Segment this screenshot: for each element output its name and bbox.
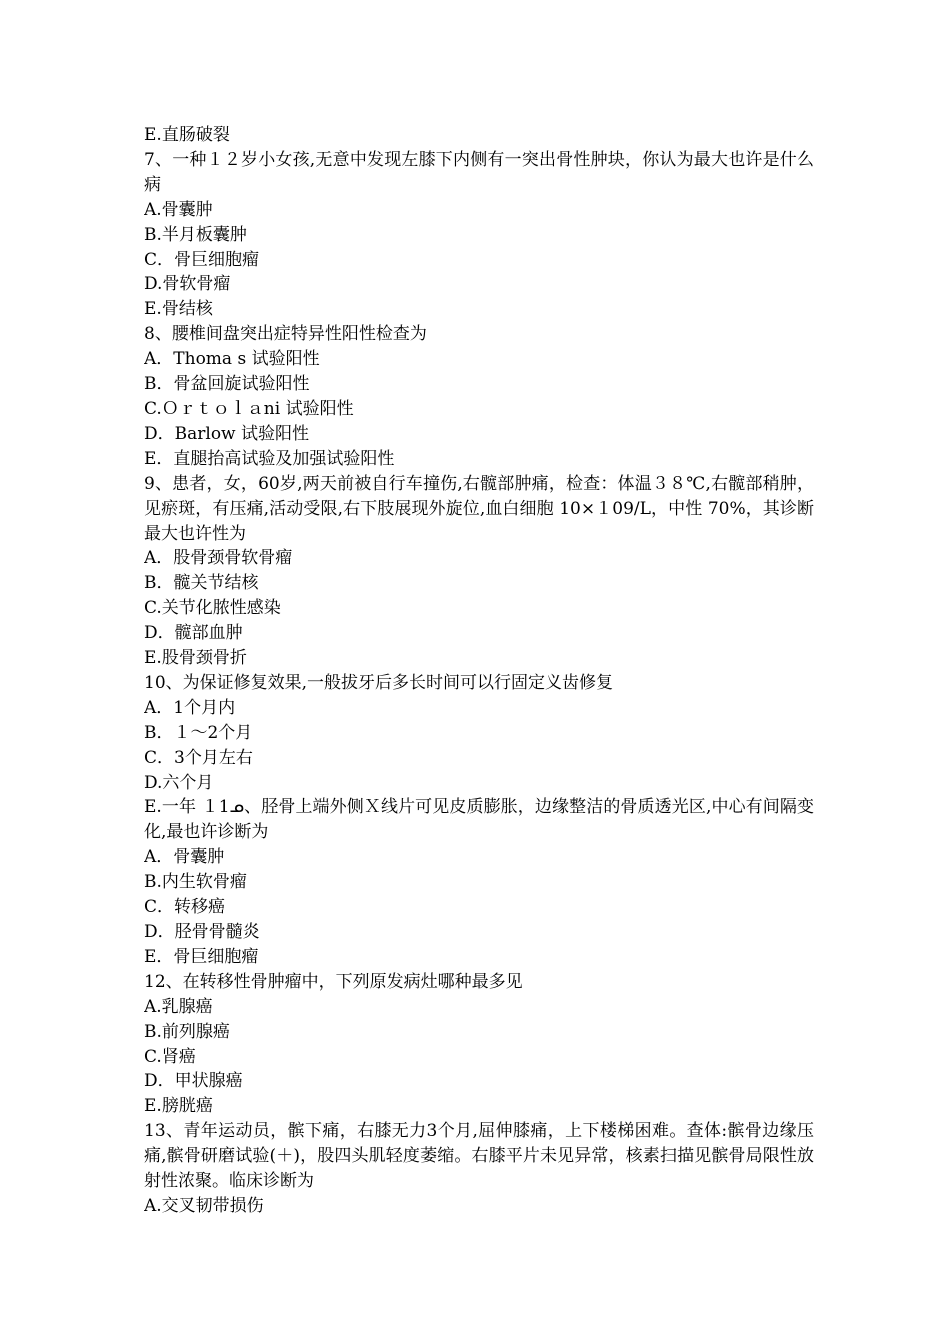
option-text: B.前列腺癌	[144, 1021, 230, 1042]
option-text: B.内生软骨瘤	[144, 872, 247, 893]
option-text: B．骨盆回旋试验阳性	[144, 374, 310, 395]
option-text: B.半月板囊肿	[144, 224, 247, 245]
option-text: C．3个月左右	[144, 747, 253, 768]
question-8: 8、腰椎间盘突出症特异性阳性检查为	[144, 324, 427, 345]
question-11: E.一年 １1ᓄ、胫骨上端外侧Ｘ线片可见皮质膨胀，边缘整洁的骨质透光区,中心有间隔变化,最也许诊断为	[144, 797, 814, 843]
option-text: B．１～2个月	[144, 722, 253, 743]
document-body	[144, 123, 814, 1219]
option-text: D．甲状腺癌	[144, 1071, 243, 1092]
option-text: D.骨软骨瘤	[144, 274, 231, 295]
question-13: 13、青年运动员，髌下痛，右膝无力3个月,屈伸膝痛，上下楼梯困难。查体:髌骨边缘压痛,髌骨研磨试验(＋)，股四头肌轻度萎缩。右膝平片未见异常，核素扫描见髌骨局限性放射性浓聚。临床诊断为	[144, 1121, 814, 1192]
question-10: 10、为保证修复效果,一般拔牙后多长时间可以行固定义齿修复	[144, 672, 614, 693]
question-9: 9、患者，女，60岁,两天前被自行车撞伤,右髋部肿痛，检查：体温３８℃,右髋部稍肿，见瘀斑，有压痛,活动受限,右下肢展现外旋位,血白细胞 10×１09/L，中性 70%，其诊断最大也许性为	[144, 473, 814, 544]
option-text: A．1个月内	[144, 697, 236, 718]
option-text: E.骨结核	[144, 299, 213, 320]
option-text: A.骨囊肿	[144, 199, 213, 220]
option-text: E.股骨颈骨折	[144, 648, 247, 669]
option-text: A.乳腺癌	[144, 996, 213, 1017]
option-text: E．骨巨细胞瘤	[144, 946, 259, 967]
option-text: C.肾癌	[144, 1046, 196, 1067]
option-text: D．胫骨骨髓炎	[144, 922, 260, 942]
option-text: D．Barlow 试验阳性	[144, 423, 310, 444]
option-text: A．骨囊肿	[144, 847, 225, 868]
option-text: A．Thoma s 试验阳性	[144, 349, 320, 370]
option-text: E.膀胱癌	[144, 1096, 213, 1117]
option-text: A．股骨颈骨软骨瘤	[144, 548, 293, 569]
question-7: 7、一种１２岁小女孩,无意中发现左膝下内侧有一突出骨性肿块，你认为最大也许是什么病	[144, 149, 814, 195]
option-text: C.Ｏｒｔｏｌａni 试验阳性	[144, 398, 354, 419]
option-text: E.直肠破裂	[144, 125, 230, 145]
option-text: A.交叉韧带损伤	[144, 1195, 264, 1216]
option-text: C．转移癌	[144, 897, 226, 918]
option-text: E．直腿抬高试验及加强试验阳性	[144, 448, 395, 469]
option-text: D.六个月	[144, 772, 214, 793]
option-text: B．髋关节结核	[144, 573, 259, 594]
option-text: D．髋部血肿	[144, 623, 243, 644]
option-text: C．骨巨细胞瘤	[144, 249, 260, 270]
question-12: 12、在转移性骨肿瘤中，下列原发病灶哪种最多见	[144, 971, 523, 992]
option-text: C.关节化脓性感染	[144, 598, 281, 619]
